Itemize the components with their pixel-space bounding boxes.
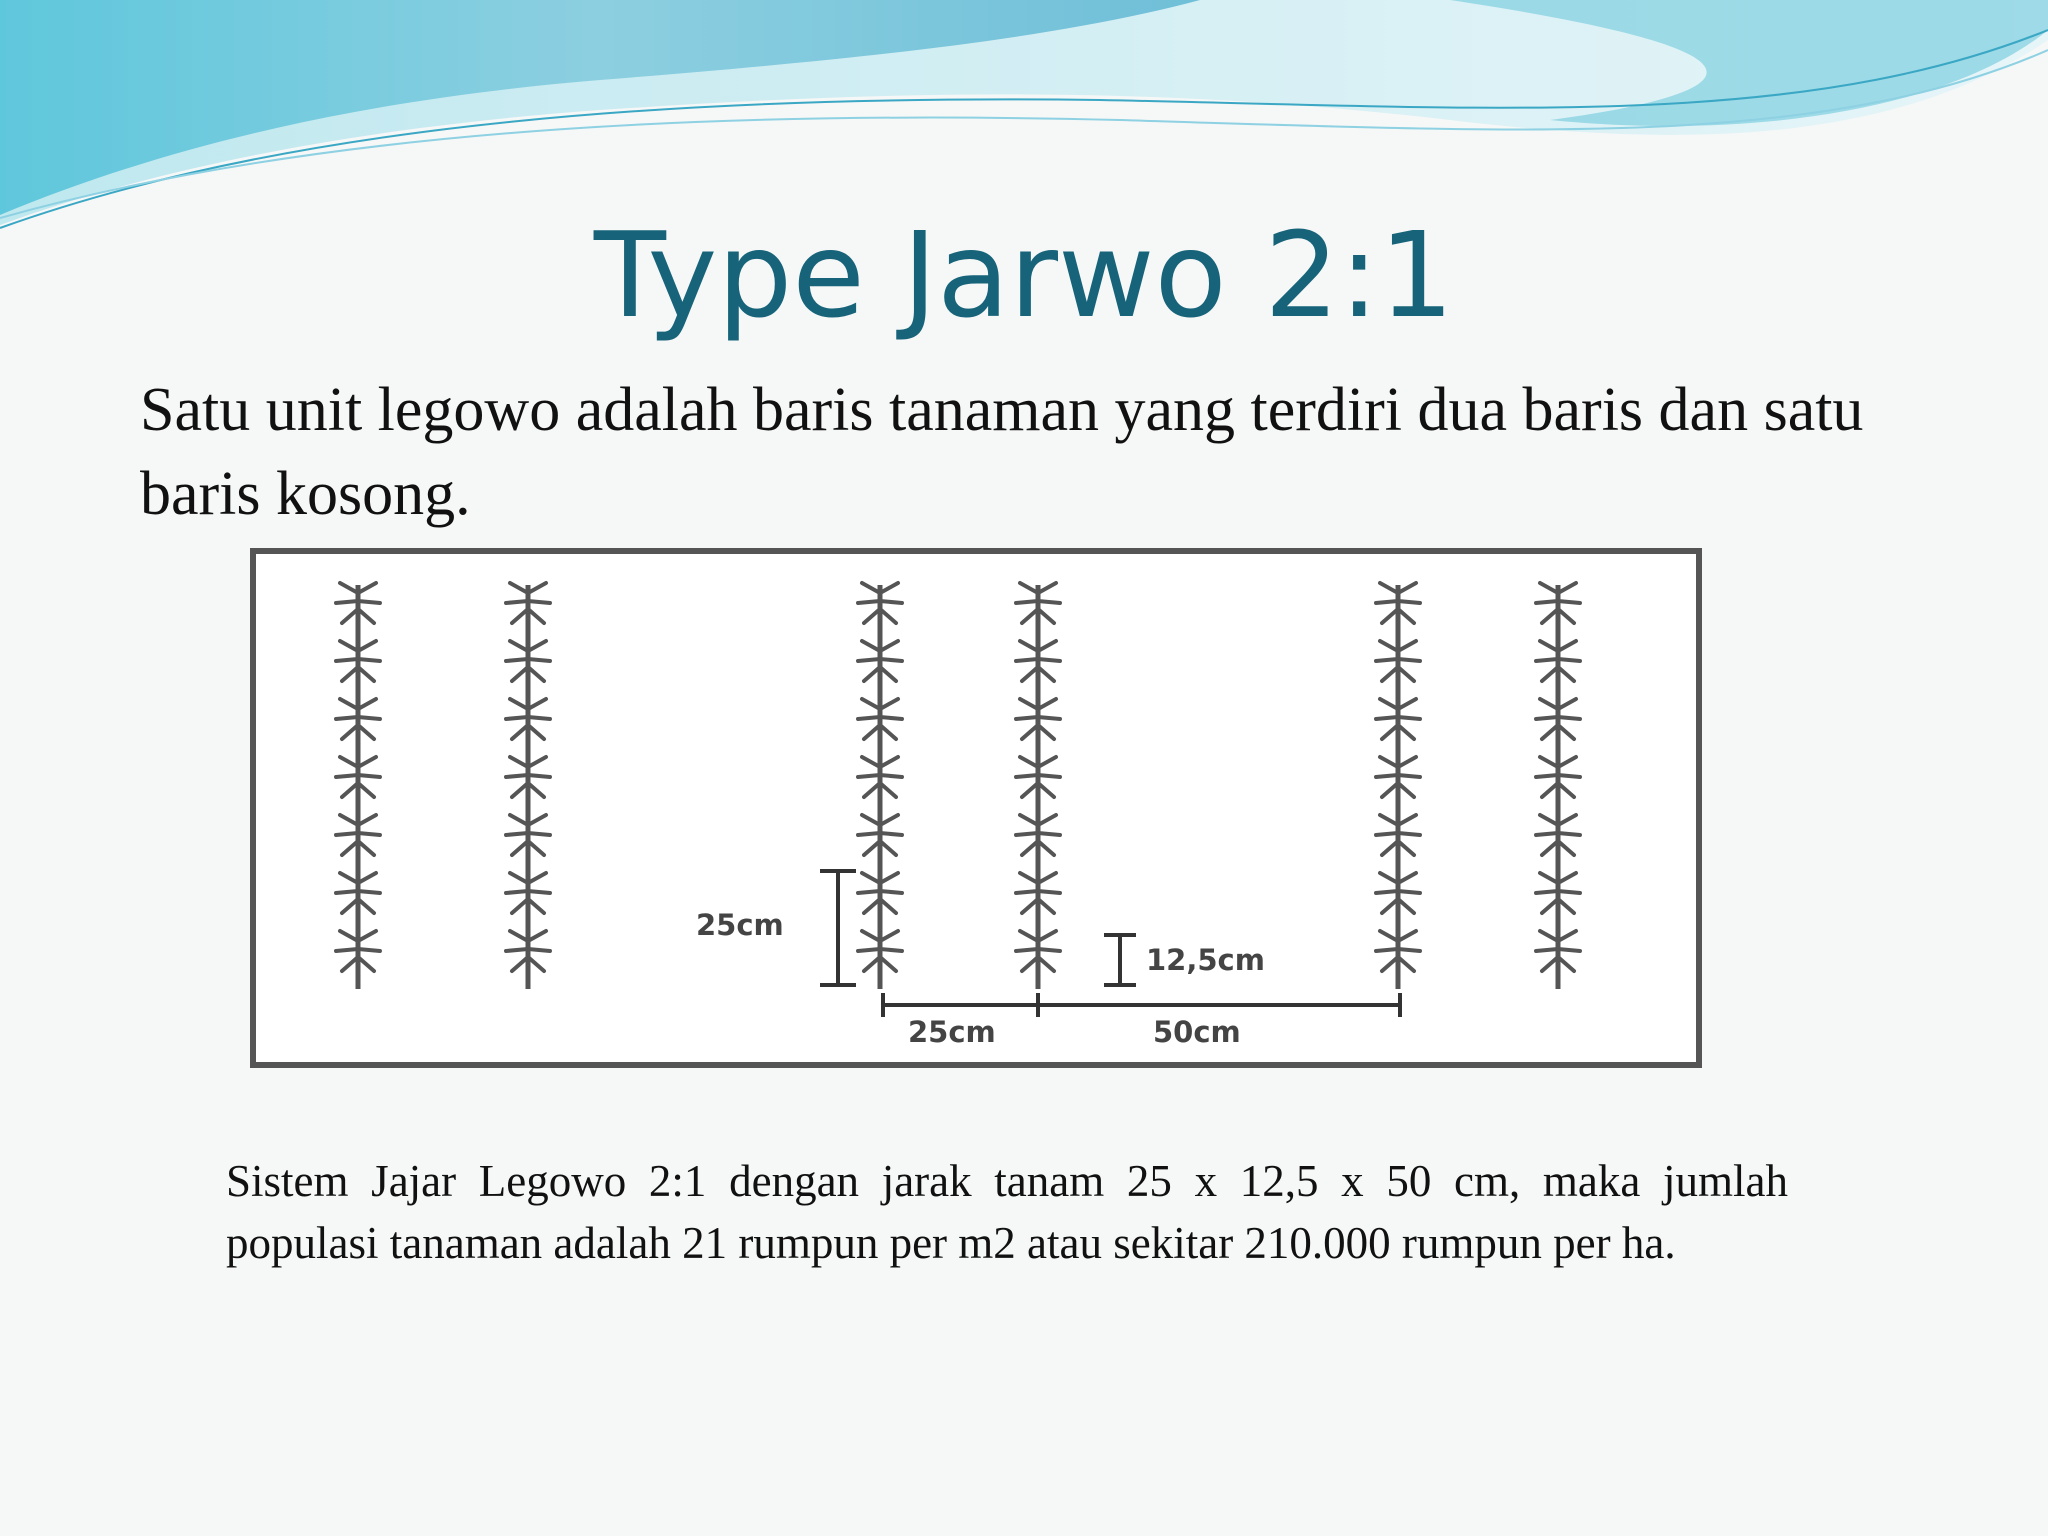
caption-text: Sistem Jajar Legowo 2:1 dengan jarak tanam 25 x 12,5 x 50 cm, maka jumlah populasi tanaman adalah 21 rumpun per m2 atau sekitar 210.000 rumpun per ha. (226, 1156, 1788, 1268)
label-12-5cm: 12,5cm (1146, 943, 1265, 977)
header-wave-decoration (0, 0, 2048, 240)
field-frame (253, 551, 1699, 1065)
legowo-planting-diagram (248, 545, 1713, 1080)
label-50cm-empty-row: 50cm (1153, 1015, 1241, 1049)
label-25cm-vertical: 25cm (696, 908, 784, 942)
intro-text: Satu unit legowo adalah baris tanaman yang terdiri dua baris dan satu baris kosong. (140, 376, 1864, 528)
slide-title: Type Jarwo 2:1 (593, 206, 1455, 344)
label-25cm-between-rows: 25cm (908, 1015, 996, 1049)
